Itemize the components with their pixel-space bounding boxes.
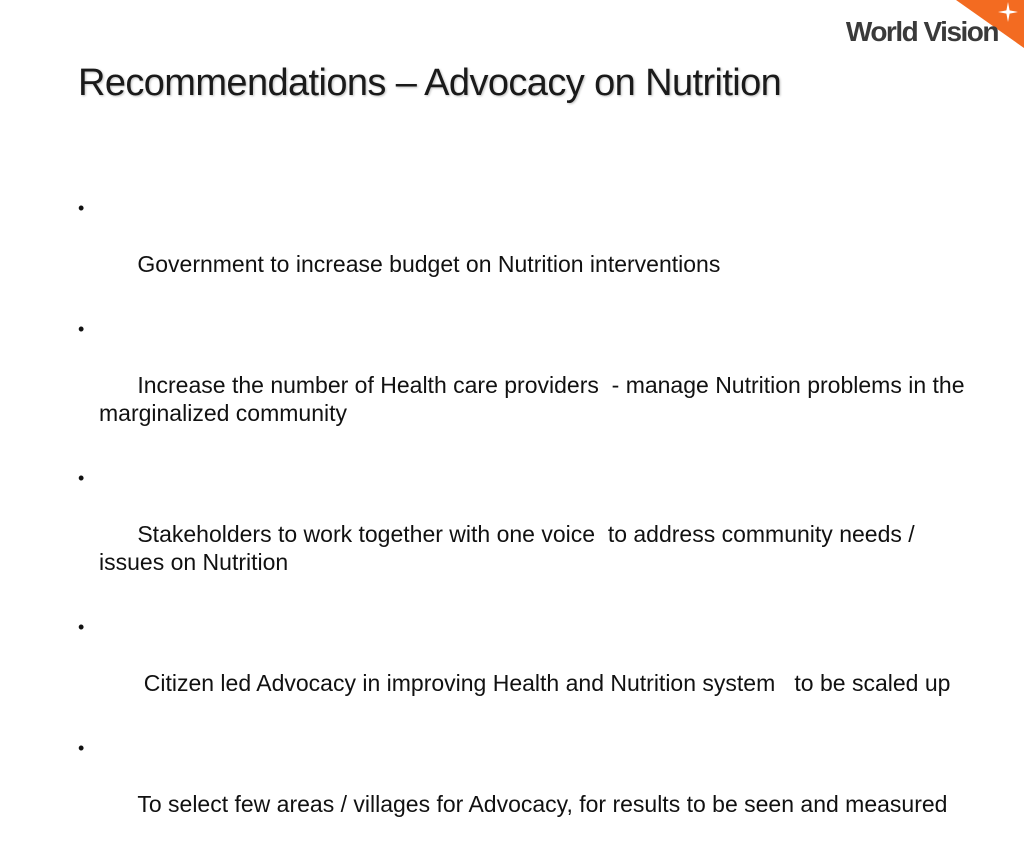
bullet-item: [78, 194, 968, 306]
bullet-text: To select few areas / villages for Advocacy, for results to be seen and measured: [137, 791, 948, 817]
logo-text: World Vision: [845, 16, 998, 47]
bullet-text: Stakeholders to work together with one voice to address community needs / issues on Nutrition: [99, 521, 922, 575]
bullet-dot: •: [78, 617, 85, 637]
bullet-text: Increase the number of Health care providers - manage Nutrition problems in the marginalized community: [99, 372, 971, 426]
bullet-list: [78, 194, 971, 855]
bullet-item: [78, 613, 968, 725]
bullet-text: Citizen led Advocacy in improving Health and Nutrition system to be scaled up: [137, 670, 951, 696]
world-vision-logo: [834, 0, 1024, 70]
bullet-dot: •: [78, 319, 85, 339]
bullet-dot: •: [78, 738, 85, 758]
bullet-dot: •: [78, 198, 85, 218]
bullet-item: [78, 734, 968, 846]
bullet-item: [78, 315, 971, 455]
sparkle-star-icon: [998, 2, 1018, 22]
bullet-dot: •: [78, 468, 85, 488]
bullet-item: [78, 464, 968, 604]
slide-title: Recommendations – Advocacy on Nutrition: [78, 62, 782, 104]
bullet-text: Government to increase budget on Nutrition interventions: [137, 251, 721, 277]
